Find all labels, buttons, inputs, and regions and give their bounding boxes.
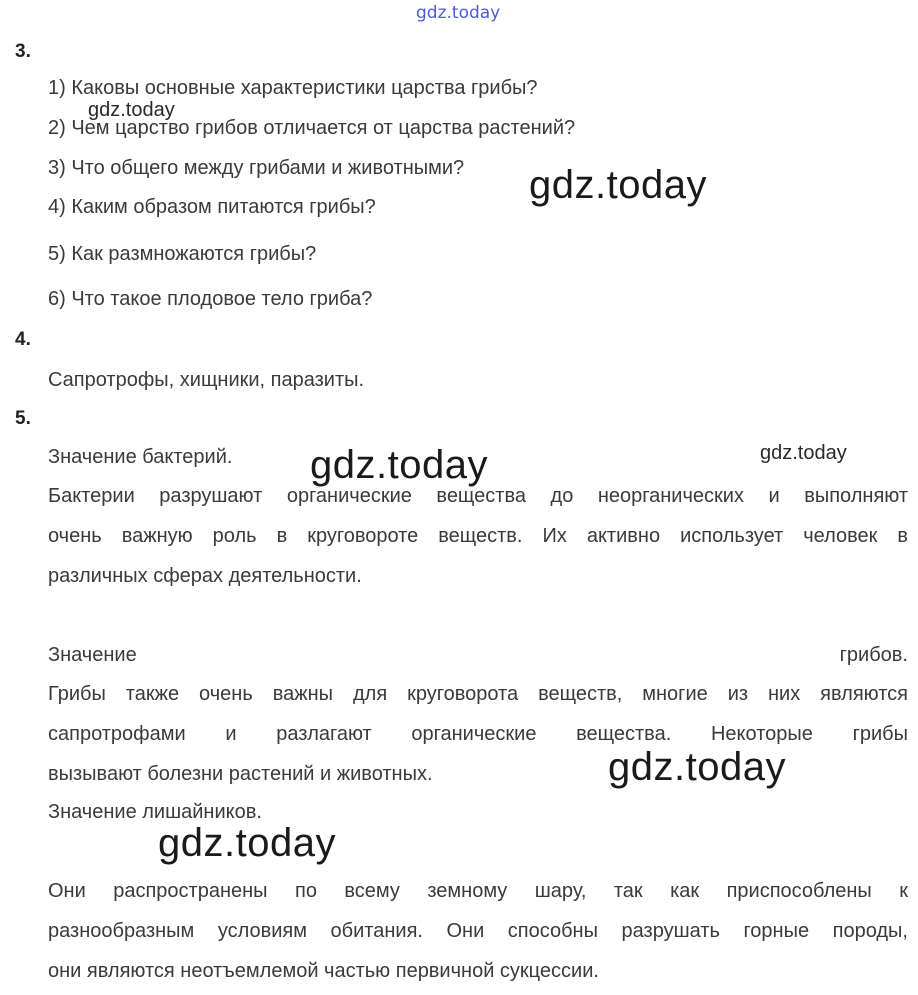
watermark-top: gdz.today bbox=[416, 3, 501, 23]
fungi-line-3: вызывают болезни растений и животных. bbox=[48, 763, 433, 785]
watermark-small-1: gdz.today bbox=[88, 99, 175, 121]
bacteria-line-3: различных сферах деятельности. bbox=[48, 565, 362, 587]
question-1: 1) Каковы основные характеристики царства грибы? bbox=[48, 77, 538, 99]
question-3: 3) Что общего между грибами и животными? bbox=[48, 157, 465, 179]
lichen-line-3: они являются неотъемлемой частью первичной сукцессии. bbox=[48, 960, 599, 982]
lichen-line-1: Они распространены по всему земному шару, так как приспособлены к bbox=[48, 880, 908, 902]
watermark-small-2: gdz.today bbox=[760, 442, 847, 464]
question-5: 5) Как размножаются грибы? bbox=[48, 243, 317, 265]
question-2: 2) Чем царство грибов отличается от царства растений? bbox=[48, 117, 576, 139]
section-5-number: 5. bbox=[15, 408, 31, 429]
fungi-line-1: Грибы также очень важны для круговорота веществ, многие из них являются bbox=[48, 683, 908, 705]
section-3-number: 3. bbox=[15, 41, 31, 62]
fungi-heading-right: грибов. bbox=[839, 644, 908, 666]
watermark-big-1: gdz.today bbox=[529, 163, 707, 207]
section-4-answer: Сапротрофы, хищники, паразиты. bbox=[48, 369, 365, 391]
lichen-line-2: разнообразным условиям обитания. Они способны разрушать горные породы, bbox=[48, 920, 908, 942]
fungi-line-2: сапротрофами и разлагают органические вещества. Некоторые грибы bbox=[48, 723, 908, 745]
watermark-big-4: gdz.today bbox=[158, 821, 336, 865]
question-4: 4) Каким образом питаются грибы? bbox=[48, 196, 376, 218]
bacteria-heading: Значение бактерий. bbox=[48, 446, 233, 468]
bacteria-line-1: Бактерии разрушают органические вещества до неорганических и выполняют bbox=[48, 485, 908, 507]
question-6: 6) Что такое плодовое тело гриба? bbox=[48, 288, 373, 310]
section-4-number: 4. bbox=[15, 329, 31, 350]
watermark-big-2: gdz.today bbox=[310, 443, 488, 487]
watermark-big-3: gdz.today bbox=[608, 745, 786, 789]
fungi-heading-left: Значение bbox=[48, 644, 137, 666]
bacteria-line-2: очень важную роль в круговороте веществ. Их активно использует человек в bbox=[48, 525, 908, 547]
fungi-heading bbox=[48, 644, 908, 667]
lichen-heading: Значение лишайников. bbox=[48, 801, 262, 823]
